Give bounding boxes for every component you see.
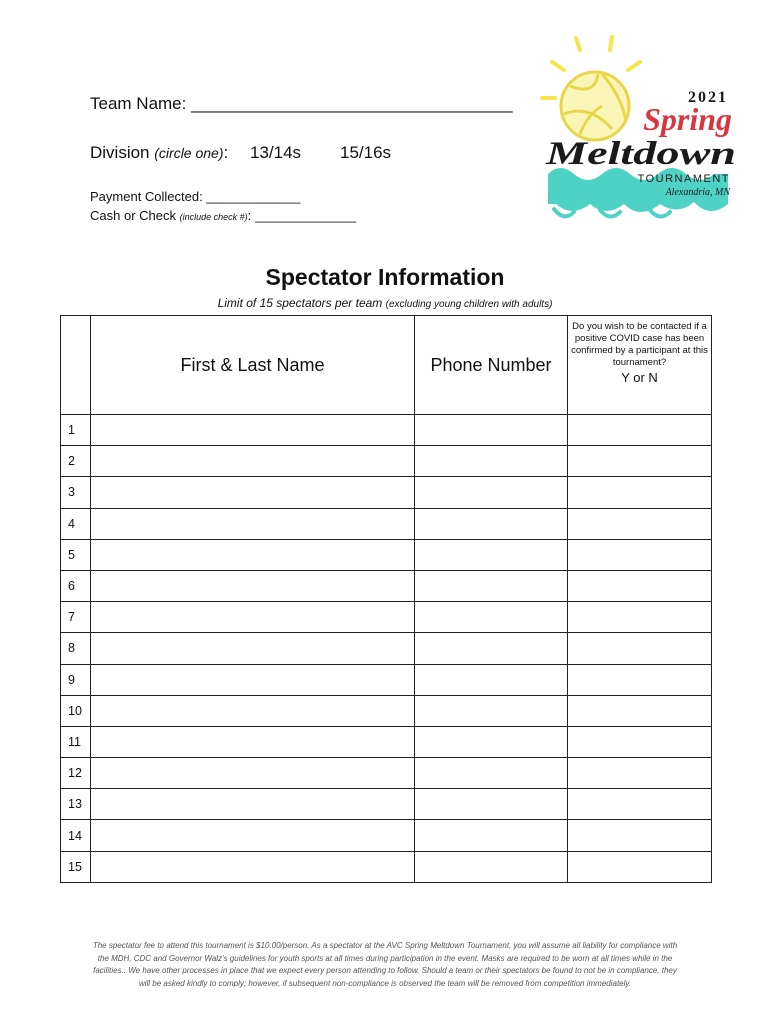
logo-tournament: TOURNAMENT xyxy=(637,173,730,185)
row-number: 9 xyxy=(61,664,91,695)
division-note: (circle one) xyxy=(154,145,224,161)
subtitle-note: (excluding young children with adults) xyxy=(385,299,553,310)
name-cell[interactable] xyxy=(91,477,415,508)
division-field[interactable] xyxy=(90,143,392,163)
name-cell[interactable] xyxy=(91,789,415,820)
row-number: 6 xyxy=(61,570,91,601)
phone-cell[interactable] xyxy=(415,602,568,633)
name-cell[interactable] xyxy=(91,820,415,851)
covid-cell[interactable] xyxy=(568,602,712,633)
table-row xyxy=(61,726,712,757)
covid-cell[interactable] xyxy=(568,820,712,851)
table-row xyxy=(61,602,712,633)
page-title: Spectator Information xyxy=(265,264,505,290)
spectator-table xyxy=(60,315,712,883)
phone-cell[interactable] xyxy=(415,508,568,539)
logo-location: Alexandria, MN xyxy=(665,187,730,198)
row-number: 12 xyxy=(61,758,91,789)
table-row xyxy=(61,664,712,695)
table-row xyxy=(61,415,712,446)
name-cell[interactable] xyxy=(91,446,415,477)
name-cell[interactable] xyxy=(91,664,415,695)
phone-cell[interactable] xyxy=(415,758,568,789)
covid-cell[interactable] xyxy=(568,633,712,664)
row-number: 13 xyxy=(61,789,91,820)
header-covid xyxy=(568,316,712,415)
covid-cell[interactable] xyxy=(568,477,712,508)
phone-cell[interactable] xyxy=(415,726,568,757)
phone-cell[interactable] xyxy=(415,820,568,851)
name-cell[interactable] xyxy=(91,508,415,539)
table-row xyxy=(61,446,712,477)
name-cell[interactable] xyxy=(91,695,415,726)
spring-meltdown-logo xyxy=(540,34,740,224)
row-number: 5 xyxy=(61,539,91,570)
row-number: 7 xyxy=(61,602,91,633)
subtitle-main: Limit of 15 spectators per team xyxy=(217,296,383,310)
row-number: 4 xyxy=(61,508,91,539)
table-row xyxy=(61,539,712,570)
table-row xyxy=(61,570,712,601)
table-row xyxy=(61,758,712,789)
cash-check-note: (include check #) xyxy=(179,212,248,222)
name-cell[interactable] xyxy=(91,851,415,882)
header-number xyxy=(61,316,91,415)
covid-cell[interactable] xyxy=(568,570,712,601)
name-cell[interactable] xyxy=(91,415,415,446)
header-covid-question: Do you wish to be contacted if a positive COVID case has been confirmed by a participant at this tournament? xyxy=(571,321,708,368)
table-row xyxy=(61,789,712,820)
covid-cell[interactable] xyxy=(568,851,712,882)
row-number: 2 xyxy=(61,446,91,477)
header-covid-yn: Y or N xyxy=(621,370,658,385)
covid-cell[interactable] xyxy=(568,508,712,539)
phone-cell[interactable] xyxy=(415,664,568,695)
phone-cell[interactable] xyxy=(415,851,568,882)
name-cell[interactable] xyxy=(91,539,415,570)
covid-cell[interactable] xyxy=(568,789,712,820)
logo-meltdown: Meltdown xyxy=(544,136,736,172)
header-name: First & Last Name xyxy=(91,316,415,415)
covid-cell[interactable] xyxy=(568,695,712,726)
table-row xyxy=(61,851,712,882)
name-cell[interactable] xyxy=(91,758,415,789)
covid-cell[interactable] xyxy=(568,446,712,477)
division-label: Division xyxy=(90,143,150,162)
name-cell[interactable] xyxy=(91,602,415,633)
row-number: 8 xyxy=(61,633,91,664)
table-row xyxy=(61,695,712,726)
division-option-13-14[interactable]: 13/14s xyxy=(250,143,302,162)
covid-cell[interactable] xyxy=(568,415,712,446)
row-number: 15 xyxy=(61,851,91,882)
phone-cell[interactable] xyxy=(415,415,568,446)
phone-cell[interactable] xyxy=(415,477,568,508)
table-row xyxy=(61,508,712,539)
cash-check-label: Cash or Check xyxy=(90,208,176,223)
name-cell[interactable] xyxy=(91,633,415,664)
table-row xyxy=(61,477,712,508)
covid-cell[interactable] xyxy=(568,758,712,789)
phone-cell[interactable] xyxy=(415,789,568,820)
name-cell[interactable] xyxy=(91,570,415,601)
phone-cell[interactable] xyxy=(415,539,568,570)
covid-cell[interactable] xyxy=(568,664,712,695)
cash-check-line: : ______________ xyxy=(247,208,357,223)
page-subtitle xyxy=(0,296,770,310)
team-name-field[interactable]: Team Name: __________________________________ xyxy=(90,94,513,113)
row-number: 11 xyxy=(61,726,91,757)
division-colon: : xyxy=(223,143,229,162)
table-row xyxy=(61,633,712,664)
cash-check-field[interactable] xyxy=(90,208,356,223)
row-number: 1 xyxy=(61,415,91,446)
liability-footer: The spectator fee to attend this tournament is $10.00/person. As a spectator at the AVC Spring Meltdown Tournament, you will assume all liability for compliance with the MDH, CDC and Governor Walz's guidelines for youth sports at all times during participation in the event. Masks are required to be worn at all times while in the facilities.. We have other processes in place that we expect every person attending to follow. Should a team or their spectators be found to not be in compliance, they will be asked kindly to comply; however, if subsequent non-compliance is observed the team will be removed from competition immediately. xyxy=(92,941,678,988)
phone-cell[interactable] xyxy=(415,570,568,601)
payment-collected-field[interactable]: Payment Collected: _____________ xyxy=(90,189,301,204)
logo-year: 2021 xyxy=(688,89,728,106)
row-number: 14 xyxy=(61,820,91,851)
name-cell[interactable] xyxy=(91,726,415,757)
row-number: 10 xyxy=(61,695,91,726)
phone-cell[interactable] xyxy=(415,695,568,726)
phone-cell[interactable] xyxy=(415,633,568,664)
phone-cell[interactable] xyxy=(415,446,568,477)
table-header-row xyxy=(61,316,712,415)
row-number: 3 xyxy=(61,477,91,508)
covid-cell[interactable] xyxy=(568,539,712,570)
header-phone: Phone Number xyxy=(415,316,568,415)
logo-spring: Spring xyxy=(643,101,732,137)
covid-cell[interactable] xyxy=(568,726,712,757)
division-option-15-16[interactable]: 15/16s xyxy=(340,143,392,162)
table-row xyxy=(61,820,712,851)
